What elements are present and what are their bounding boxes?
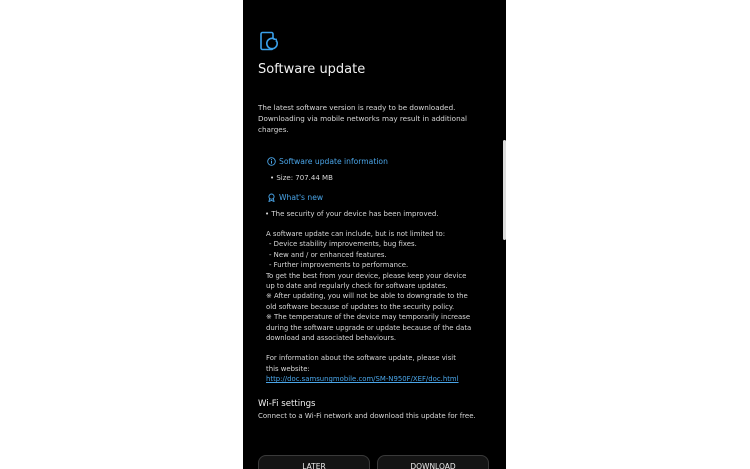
whats-new-line-13: this website: [266,364,310,373]
intro-text: The latest software version is ready to be downloaded. Downloading via mobile networks may result in additional charges. [258,103,468,134]
info-icon [267,157,276,166]
wifi-settings-description: Connect to a Wi-Fi network and download this update for free. [258,412,476,420]
whats-new-line-11: download and associated behaviours. [266,334,397,343]
whats-new-line-9: ※ The temperature of the device may temporarily increase [266,313,471,322]
wifi-settings-title[interactable]: Wi-Fi settings [258,399,316,409]
page-title: Software update [258,62,366,77]
update-info-heading [267,157,388,166]
whats-new-body [266,229,498,385]
whats-new-line-8: old software because of updates to the security policy. [266,302,455,311]
whats-new-line-1: A software update can include, but is not limited to: [266,230,446,238]
software-update-icon [259,31,281,53]
whats-new-icon [267,193,276,202]
whats-new-line-2: - Device stability improvements, bug fixes. [269,240,417,249]
update-info-heading-label: Software update information [279,157,388,166]
whats-new-heading [267,193,323,202]
update-size: • Size: 707.44 MB [270,174,333,182]
whats-new-line-7: ※ After updating, you will not be able to downgrade to the [266,292,468,301]
whats-new-line-10: during the software upgrade or update because of the data [266,323,472,332]
whats-new-heading-label: What's new [279,193,324,202]
whats-new-line-0: • The security of your device has been improved. [265,210,439,218]
whats-new-line-4: - Further improvements to performance. [269,261,409,270]
download-button[interactable]: DOWNLOAD [377,455,489,469]
phone-screen [243,0,506,469]
whats-new-line-6: up to date and regularly check for software updates. [266,282,448,291]
whats-new-line-3: - New and / or enhanced features. [269,250,387,259]
whats-new-line-12: For information about the software update, please visit [266,354,456,363]
update-info-link[interactable]: http://doc.samsungmobile.com/SM-N950F/XEF/doc.html [266,375,459,384]
whats-new-line-5: To get the best from your device, please keep your device [266,271,467,280]
phone-side-edge [503,140,506,240]
later-button[interactable]: LATER [258,455,370,469]
